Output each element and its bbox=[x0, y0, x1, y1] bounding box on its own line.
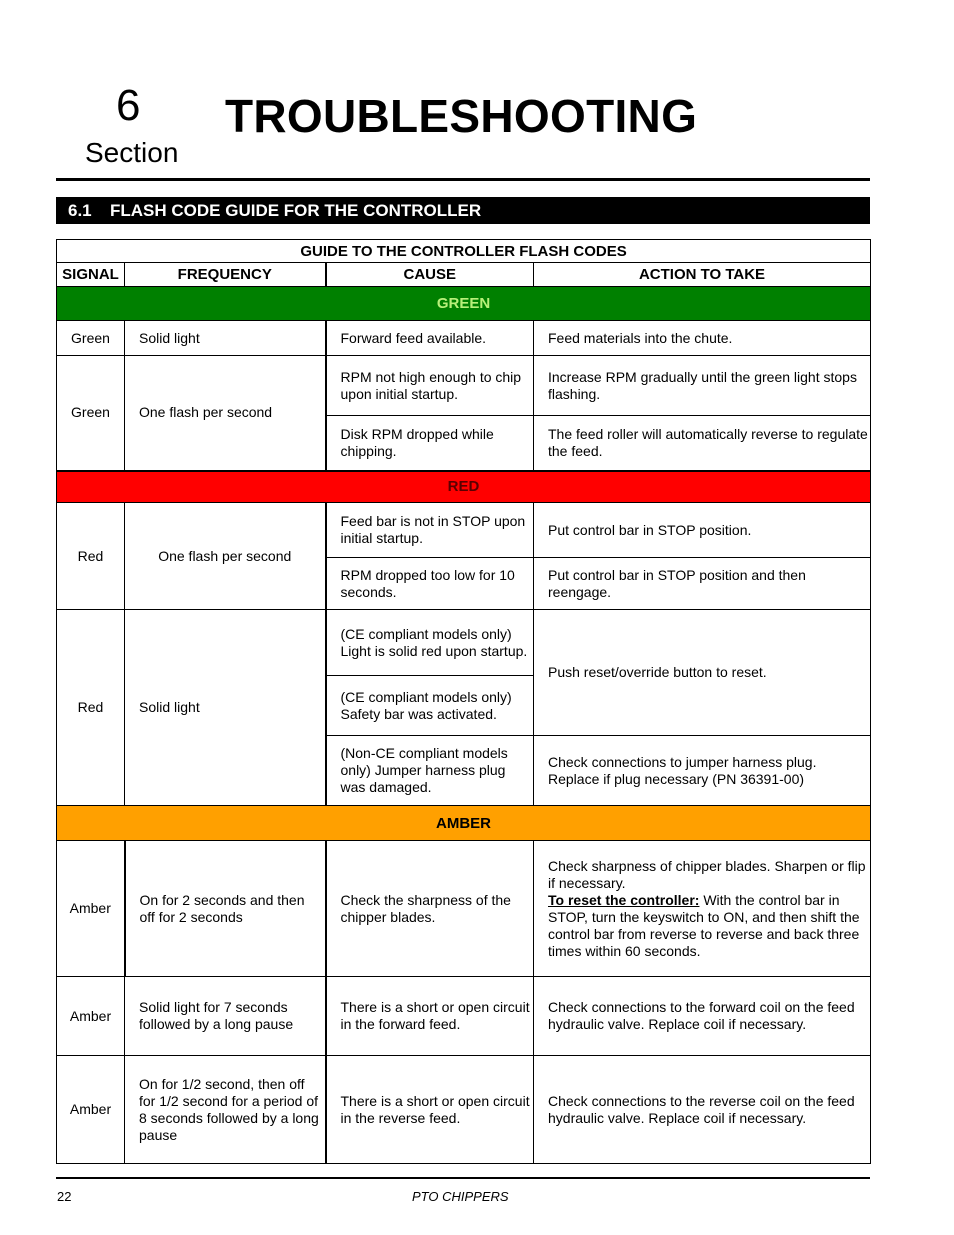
footer-product: PTO CHIPPERS bbox=[412, 1189, 509, 1204]
signal-cell: Green bbox=[57, 321, 125, 356]
action-cell bbox=[534, 841, 871, 977]
frequency-cell: Solid light bbox=[125, 321, 326, 356]
signal-cell: Red bbox=[57, 503, 125, 610]
cause-cell: Forward feed available. bbox=[326, 321, 534, 356]
cause-cell: Feed bar is not in STOP upon initial startup. bbox=[326, 503, 534, 558]
frequency-cell: Solid light bbox=[125, 610, 326, 806]
action-text: Check sharpness of chipper blades. Sharpen or flip if necessary. bbox=[548, 857, 866, 891]
section-label: Section bbox=[85, 137, 179, 168]
action-cell: Push reset/override button to reset. bbox=[534, 610, 871, 736]
action-cell: Put control bar in STOP position and then reengage. bbox=[534, 558, 871, 610]
page-title: TROUBLESHOOTING bbox=[225, 90, 698, 142]
cause-cell: Disk RPM dropped while chipping. bbox=[326, 416, 534, 471]
flash-code-table bbox=[56, 239, 871, 1164]
category-amber: AMBER bbox=[57, 806, 871, 841]
action-text: With the control bar in STOP, turn the keyswitch to ON, and then shift the control bar from reverse to reverse and back three times within 60 seconds. bbox=[548, 891, 860, 959]
page-number: 22 bbox=[57, 1189, 72, 1204]
cause-cell: RPM dropped too low for 10 seconds. bbox=[326, 558, 534, 610]
subsection-title: FLASH CODE GUIDE FOR THE CONTROLLER bbox=[110, 201, 482, 220]
category-green: GREEN bbox=[57, 287, 871, 321]
action-cell: Feed materials into the chute. bbox=[534, 321, 871, 356]
subsection-heading bbox=[56, 197, 870, 224]
subsection-number: 6.1 bbox=[68, 201, 92, 220]
signal-cell: Amber bbox=[57, 841, 125, 977]
frequency-cell: On for 1/2 second, then off for 1/2 second for a period of 8 seconds followed by a long pause bbox=[125, 1056, 326, 1164]
table-title: GUIDE TO THE CONTROLLER FLASH CODES bbox=[57, 240, 871, 263]
action-cell: Check connections to the forward coil on the feed hydraulic valve. Replace coil if necessary. bbox=[534, 977, 871, 1056]
signal-cell: Green bbox=[57, 356, 125, 471]
action-cell: Put control bar in STOP position. bbox=[534, 503, 871, 558]
column-header-signal: SIGNAL bbox=[57, 263, 125, 287]
action-cell: Increase RPM gradually until the green light stops flashing. bbox=[534, 356, 871, 416]
column-header-frequency: FREQUENCY bbox=[125, 263, 326, 287]
footer-rule bbox=[56, 1177, 870, 1179]
cause-cell: There is a short or open circuit in the reverse feed. bbox=[326, 1056, 534, 1164]
frequency-cell: Solid light for 7 seconds followed by a long pause bbox=[125, 977, 326, 1056]
cause-cell: RPM not high enough to chip upon initial startup. bbox=[326, 356, 534, 416]
action-cell: Check connections to the reverse coil on the feed hydraulic valve. Replace coil if necessary. bbox=[534, 1056, 871, 1164]
frequency-cell: One flash per second bbox=[125, 503, 326, 610]
frequency-cell: One flash per second bbox=[125, 356, 326, 471]
signal-cell: Amber bbox=[57, 977, 125, 1056]
cause-cell: (CE compliant models only) Safety bar was activated. bbox=[326, 676, 534, 736]
cause-cell: (Non-CE compliant models only) Jumper harness plug was damaged. bbox=[326, 736, 534, 806]
section-number: 6 bbox=[116, 81, 141, 130]
column-header-cause: CAUSE bbox=[326, 263, 534, 287]
action-cell: Check connections to jumper harness plug. Replace if plug necessary (PN 36391-00) bbox=[534, 736, 871, 806]
signal-cell: Amber bbox=[57, 1056, 125, 1164]
signal-cell: Red bbox=[57, 610, 125, 806]
cause-cell: (CE compliant models only) Light is solid red upon startup. bbox=[326, 610, 534, 676]
cause-cell: Check the sharpness of the chipper blades. bbox=[326, 841, 534, 977]
frequency-cell: On for 2 seconds and then off for 2 seconds bbox=[125, 841, 326, 977]
header-rule bbox=[56, 178, 870, 181]
column-header-action: ACTION TO TAKE bbox=[534, 263, 871, 287]
cause-cell: There is a short or open circuit in the forward feed. bbox=[326, 977, 534, 1056]
action-cell: The feed roller will automatically reverse to regulate the feed. bbox=[534, 416, 871, 471]
category-red: RED bbox=[57, 471, 871, 503]
reset-controller-label: To reset the controller: bbox=[548, 891, 700, 908]
